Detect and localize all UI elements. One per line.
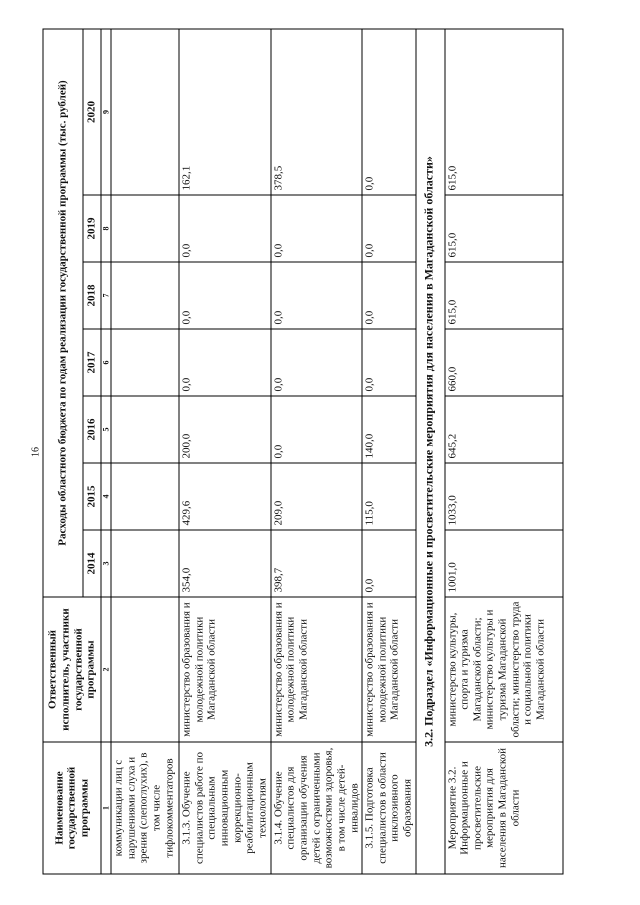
header-year: 2019 [83,195,101,262]
row-value: 0,0 [362,329,416,396]
row-value: 354,0 [179,530,270,597]
row-value: 209,0 [271,463,362,530]
row-value: 398,7 [271,530,362,597]
row-value: 0,0 [271,195,362,262]
row-value: 1033,0 [445,463,563,530]
row-executor [111,597,179,742]
rotated-page [43,30,598,875]
table-row [271,29,362,874]
row-value: 1001,0 [445,530,563,597]
row-value: 615,0 [445,262,563,329]
table-row [362,29,416,874]
header-year: 2020 [83,29,101,195]
row-value: 378,5 [271,29,362,195]
table-row [179,29,270,874]
section-title: 3.2. Подраздел «Информационные и просветительские мероприятия для населения в Магаданской области» [416,29,445,874]
row-value [111,530,179,597]
column-number: 5 [101,396,111,463]
row-value: 660,0 [445,329,563,396]
header-year: 2015 [83,463,101,530]
section-row [416,29,445,874]
page-number: 16 [30,447,42,457]
row-value: 429,6 [179,463,270,530]
header-year: 2016 [83,396,101,463]
row-value: 0,0 [179,329,270,396]
row-executor: министерство культуры, спорта и туризма Магаданской области; министерство культуры и туризма Магаданской области; министерство труда и социальной политики Магаданской области [445,597,563,742]
row-value: 115,0 [362,463,416,530]
row-value [111,463,179,530]
row-value: 0,0 [179,262,270,329]
row-value [111,329,179,396]
row-value: 162,1 [179,29,270,195]
row-value: 0,0 [362,262,416,329]
row-value: 0,0 [362,530,416,597]
row-value: 0,0 [362,29,416,195]
row-value: 0,0 [179,195,270,262]
row-value: 0,0 [271,329,362,396]
row-executor: министерство образования и молодежной политики Магаданской области [179,597,270,742]
row-value: 140,0 [362,396,416,463]
row-name: Мероприятие 3.2. Информационные и просветительские мероприятия для населения в Магаданской области [445,742,563,874]
row-name: 3.1.5. Подготовка специалистов в области инклюзивного образования [362,742,416,874]
row-value: 0,0 [271,396,362,463]
row-value: 615,0 [445,29,563,195]
header-budget: Расходы областного бюджета по годам реализации государственной программы (тыс. рублей) [43,29,83,597]
column-number: 3 [101,530,111,597]
header-executor: Ответственный исполнитель, участники государственной программы [43,597,101,742]
column-number: 9 [101,29,111,195]
row-value: 0,0 [271,262,362,329]
header-name: Наименование государственной программы [43,742,101,874]
column-number: 2 [101,597,111,742]
column-number: 1 [101,742,111,874]
row-name: коммуникации лиц с нарушениями слуха и зрения (слепоглухих), в том числе тифлокомментаторов [111,742,179,874]
table-row [445,29,563,874]
row-value [111,29,179,195]
row-name: 3.1.4. Обучение специалистов для организации обучения детей с ограниченными возможностями здоровья, в том числе детей-инвалидов [271,742,362,874]
header-year: 2018 [83,262,101,329]
row-value [111,396,179,463]
column-number: 7 [101,262,111,329]
row-value [111,195,179,262]
column-number: 8 [101,195,111,262]
budget-table [43,28,564,874]
table-row [111,29,179,874]
header-year: 2014 [83,530,101,597]
row-value: 200,0 [179,396,270,463]
row-name: 3.1.3. Обучение специалистов работе по специальным инновационным коррекционно-реабилитационным технологиям [179,742,270,874]
row-executor: министерство образования и молодежной политики Магаданской области [362,597,416,742]
row-value [111,262,179,329]
row-executor: министерство образования и молодежной политики Магаданской области [271,597,362,742]
column-number: 6 [101,329,111,396]
row-value: 615,0 [445,195,563,262]
header-year: 2017 [83,329,101,396]
row-value: 0,0 [362,195,416,262]
row-value: 645,2 [445,396,563,463]
column-number: 4 [101,463,111,530]
